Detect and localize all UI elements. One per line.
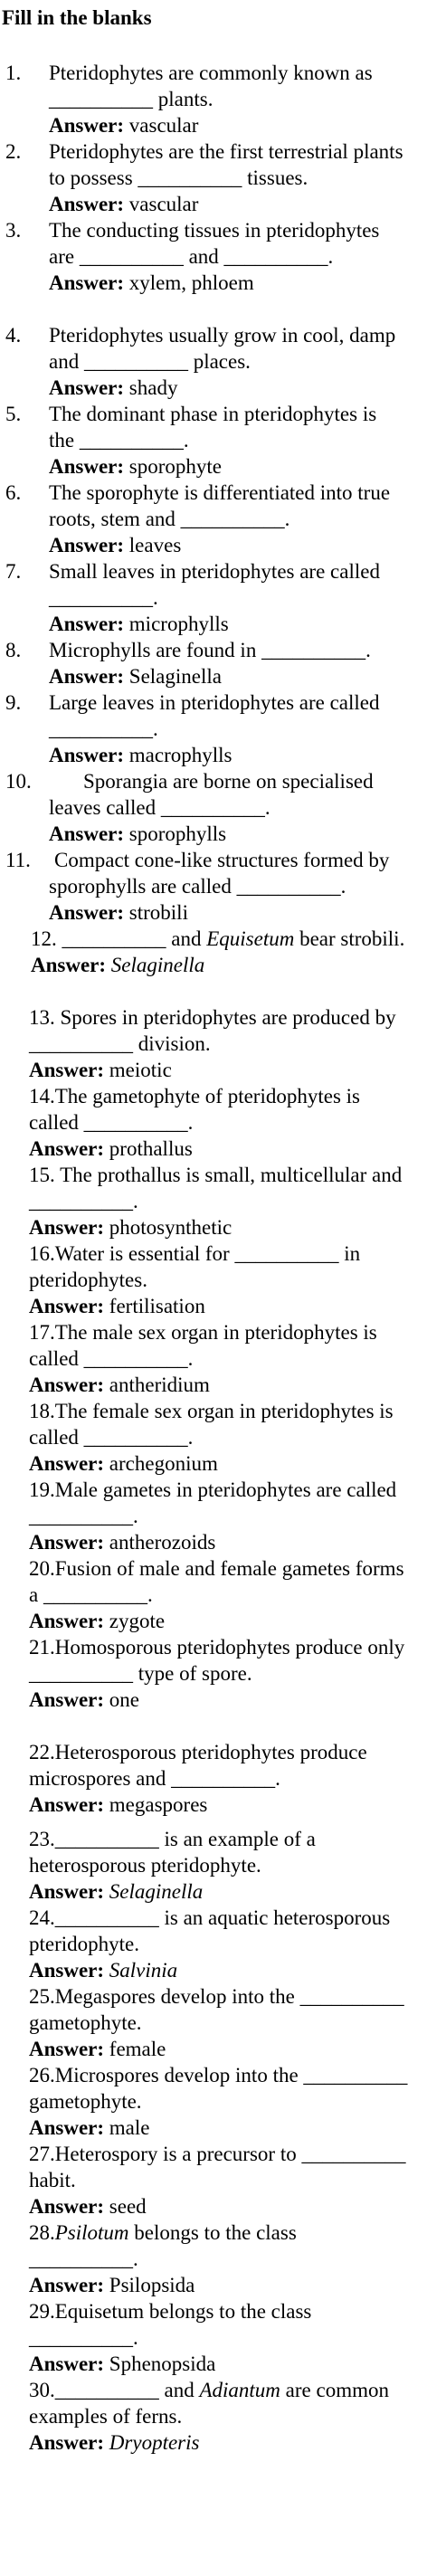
question-12 — [31, 926, 411, 978]
answer-text: strobili — [128, 901, 188, 924]
question-6 — [5, 480, 407, 558]
question-number: 25. — [29, 1985, 55, 2008]
question-text-italic: Equisetum — [206, 927, 295, 950]
answer-text: Selaginella — [110, 954, 205, 976]
answer-label: Answer: — [29, 2274, 105, 2296]
question-11 — [5, 847, 407, 926]
question-number: 2. — [5, 140, 22, 163]
question-23 — [29, 1826, 409, 1905]
answer-label: Answer: — [49, 455, 125, 478]
question-17 — [29, 1319, 409, 1398]
question-number: 20. — [29, 1557, 55, 1580]
answer-text: female — [109, 2038, 166, 2060]
question-15 — [29, 1162, 409, 1240]
question-30 — [29, 2377, 409, 2456]
answer-text: Selaginella — [128, 665, 222, 688]
answer-text: one — [109, 1688, 140, 1711]
answer-label: Answer: — [49, 822, 125, 845]
answer-label: Answer: — [29, 1137, 105, 1160]
question-number: 29. — [29, 2300, 55, 2323]
answer-text: microphylls — [128, 613, 229, 635]
question-text-tail: are common examples of ferns. — [29, 2379, 389, 2428]
question-26 — [29, 2062, 409, 2141]
answer-text: photosynthetic — [109, 1216, 232, 1239]
question-number: 26. — [29, 2064, 55, 2086]
answer-text: archegonium — [109, 1452, 218, 1475]
answer-label: Answer: — [29, 1374, 105, 1396]
question-text: The sporophyte is differentiated into true roots, stem and __________. — [49, 481, 391, 530]
answer-label: Answer: — [29, 2116, 105, 2139]
question-text: Microspores develop into the __________ gametophyte. — [29, 2064, 408, 2113]
question-25 — [29, 1983, 409, 2062]
section-heading: Fill in the blanks — [2, 6, 152, 29]
question-text: The gametophyte of pteridophytes is called __________. — [29, 1085, 361, 1134]
answer-label: Answer: — [49, 901, 125, 924]
question-4 — [5, 322, 407, 401]
question-text: The dominant phase in pteridophytes is the __________. — [49, 403, 377, 452]
answer-text: male — [109, 2116, 150, 2139]
question-7 — [5, 558, 407, 637]
question-text-italic: Adiantum — [199, 2379, 280, 2401]
question-22 — [29, 1739, 409, 1818]
question-3 — [5, 217, 407, 296]
question-text: __________ is an aquatic heterosporous pteridophyte. — [29, 1906, 391, 1955]
answer-label: Answer: — [49, 193, 125, 215]
answer-label: Answer: — [29, 1216, 105, 1239]
question-text-tail: bear strobili. — [294, 927, 405, 950]
answer-label: Answer: — [29, 2038, 105, 2060]
question-text: Pteridophytes are the first terrestrial plants to possess __________ tissues. — [49, 140, 403, 189]
question-text: Large leaves in pteridophytes are called __________. — [49, 691, 380, 740]
answer-text: zygote — [109, 1610, 166, 1632]
answer-text: Salvinia — [109, 1959, 178, 1982]
answer-label: Answer: — [49, 613, 125, 635]
answer-text: sporophyte — [128, 455, 223, 478]
answer-label: Answer: — [49, 744, 125, 766]
answer-label: Answer: — [49, 665, 125, 688]
question-number: 27. — [29, 2143, 55, 2165]
answer-text: megaspores — [109, 1793, 208, 1816]
answer-text: fertilisation — [109, 1295, 205, 1317]
answer-text: meiotic — [109, 1059, 172, 1081]
answer-text: prothallus — [109, 1137, 193, 1160]
question-text: Pteridophytes are commonly known as __________ plants. — [49, 62, 373, 110]
answer-label: Answer: — [31, 954, 107, 976]
question-text: The female sex organ in pteridophytes is called __________. — [29, 1400, 394, 1449]
question-text: The conducting tissues in pteridophytes are __________ and __________. — [49, 219, 380, 268]
answer-text: shady — [128, 376, 178, 399]
question-number: 12. — [31, 927, 57, 950]
question-number: 1. — [5, 62, 22, 84]
question-text-tail: belongs to the class __________. — [29, 2221, 297, 2270]
question-text: Heterosporous pteridophytes produce microspores and __________. — [29, 1741, 367, 1790]
question-1 — [5, 60, 407, 138]
question-number: 11. — [5, 849, 31, 871]
question-number: 22. — [29, 1741, 55, 1763]
question-number: 30. — [29, 2379, 55, 2401]
question-text: Compact cone-like structures formed by sporophylls are called __________. — [49, 849, 390, 898]
question-10 — [5, 768, 407, 847]
answer-label: Answer: — [29, 2353, 105, 2375]
question-number: 9. — [5, 691, 22, 714]
question-number: 7. — [5, 560, 22, 583]
question-number: 15. — [29, 1164, 55, 1186]
question-27 — [29, 2141, 409, 2220]
question-9 — [5, 689, 407, 768]
question-number: 4. — [5, 324, 22, 347]
answer-label: Answer: — [49, 271, 125, 294]
question-text: Homosporous pteridophytes produce only __________ type of spore. — [29, 1636, 405, 1685]
answer-text: sporophylls — [128, 822, 227, 845]
question-13 — [29, 1004, 409, 1083]
question-text: The male sex organ in pteridophytes is called __________. — [29, 1321, 377, 1370]
question-20 — [29, 1555, 409, 1634]
question-18 — [29, 1398, 409, 1477]
answer-label: Answer: — [29, 2431, 105, 2454]
question-number: 18. — [29, 1400, 55, 1422]
answer-label: Answer: — [49, 376, 125, 399]
answer-label: Answer: — [29, 2195, 105, 2218]
question-21 — [29, 1634, 409, 1713]
question-number: 16. — [29, 1242, 55, 1265]
question-24 — [29, 1905, 409, 1983]
question-29 — [29, 2298, 409, 2377]
question-number: 5. — [5, 403, 22, 425]
question-5 — [5, 401, 407, 480]
answer-text: Selaginella — [109, 1880, 204, 1903]
question-text-italic: Psilotum — [54, 2221, 129, 2244]
question-number: 8. — [5, 639, 22, 661]
answer-text: antheridium — [109, 1374, 210, 1396]
question-text: __________ and — [54, 2379, 200, 2401]
question-text: Megaspores develop into the __________ gametophyte. — [29, 1985, 404, 2034]
question-19 — [29, 1477, 409, 1555]
answer-text: seed — [109, 2195, 147, 2218]
question-text: Sporangia are borne on specialised leaves called __________. — [49, 770, 374, 819]
answer-label: Answer: — [49, 534, 125, 556]
answer-text: macrophylls — [128, 744, 232, 766]
question-text: Male gametes in pteridophytes are called __________. — [29, 1478, 397, 1527]
question-number: 21. — [29, 1636, 55, 1659]
question-number: 17. — [29, 1321, 55, 1344]
question-text: Pteridophytes usually grow in cool, damp and __________ places. — [49, 324, 396, 373]
question-number: 10. — [5, 770, 32, 793]
answer-label: Answer: — [29, 1610, 105, 1632]
question-text: The prothallus is small, multicellular and __________. — [29, 1164, 403, 1212]
question-text: Water is essential for __________ in pteridophytes. — [29, 1242, 361, 1291]
answer-label: Answer: — [29, 1793, 105, 1816]
answer-label: Answer: — [29, 1688, 105, 1711]
question-2 — [5, 138, 407, 217]
question-16 — [29, 1240, 409, 1319]
question-text: Small leaves in pteridophytes are called __________. — [49, 560, 380, 609]
question-text: __________ and — [62, 927, 207, 950]
question-text: Fusion of male and female gametes forms a __________. — [29, 1557, 404, 1606]
question-number: 23. — [29, 1828, 55, 1850]
question-text: Microphylls are found in __________. — [49, 639, 371, 661]
question-text: __________ is an example of a heterosporous pteridophyte. — [29, 1828, 316, 1877]
answer-text: Sphenopsida — [109, 2353, 216, 2375]
answer-text: Dryopteris — [109, 2431, 200, 2454]
answer-text: antherozoids — [109, 1531, 216, 1554]
answer-label: Answer: — [49, 114, 125, 137]
question-number: 19. — [29, 1478, 55, 1501]
answer-label: Answer: — [29, 1880, 105, 1903]
question-number: 28. — [29, 2221, 55, 2244]
answer-label: Answer: — [29, 1452, 105, 1475]
question-number: 14. — [29, 1085, 55, 1107]
answer-label: Answer: — [29, 1059, 105, 1081]
answer-text: xylem, phloem — [128, 271, 254, 294]
question-28 — [29, 2220, 409, 2298]
question-number: 13. — [29, 1006, 55, 1029]
answer-label: Answer: — [29, 1959, 105, 1982]
question-14 — [29, 1083, 409, 1162]
answer-label: Answer: — [29, 1531, 105, 1554]
question-number: 6. — [5, 481, 22, 504]
question-text: Spores in pteridophytes are produced by __________ division. — [29, 1006, 396, 1055]
question-number: 24. — [29, 1906, 55, 1929]
question-8 — [5, 637, 407, 689]
question-text: Heterospory is a precursor to __________ habit. — [29, 2143, 406, 2191]
answer-label: Answer: — [29, 1295, 105, 1317]
answer-text: vascular — [128, 193, 199, 215]
answer-text: Psilopsida — [109, 2274, 195, 2296]
answer-text: leaves — [128, 534, 182, 556]
answer-text: vascular — [128, 114, 199, 137]
question-text: Equisetum belongs to the class __________. — [29, 2300, 312, 2349]
question-number: 3. — [5, 219, 22, 242]
